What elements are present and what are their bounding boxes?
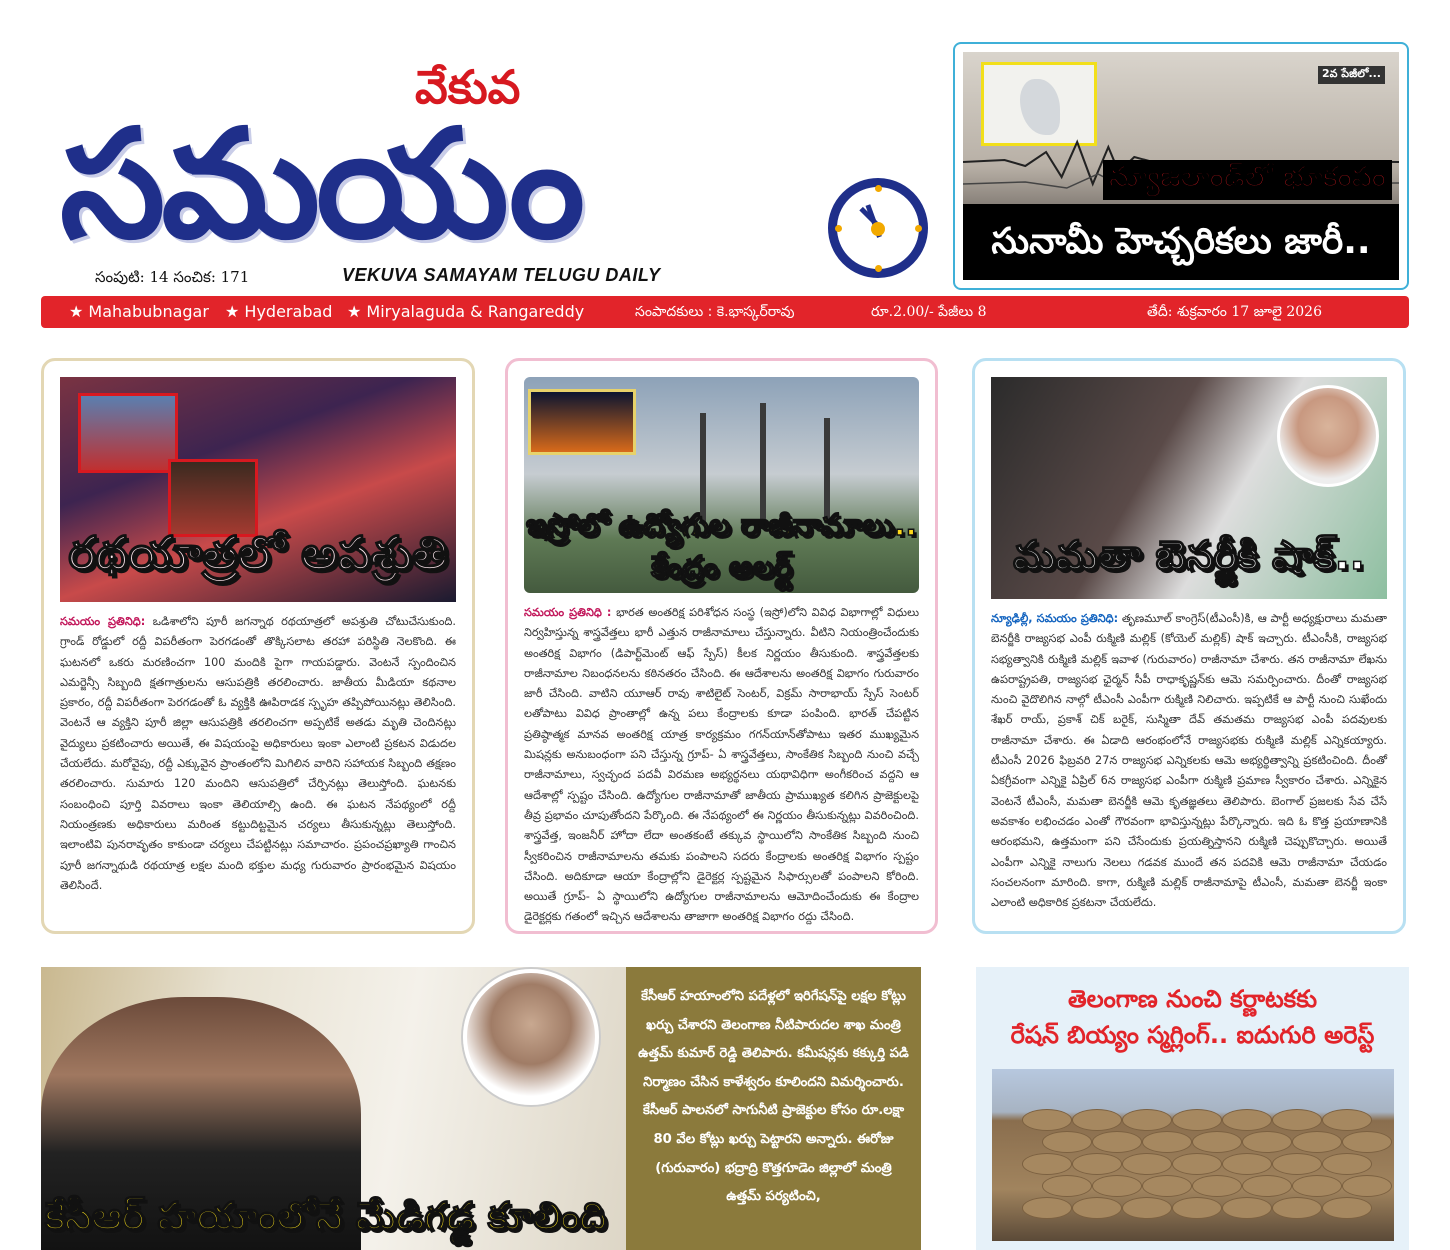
rice-bag (1272, 1197, 1322, 1219)
story-body: న్యూఢిల్లీ, సమయం ప్రతినిధి: తృణమూల్ కాంగ్రెస్(టీఎంసీ)కి, ఆ పార్టీ అధ్యక్షురాలు మమతా బెనర్జీకి రాజ్యసభ ఎంపీ రుక్మిణి మల్లిక్ (కోయెల్ మల్లిక్) షాక్ ఇచ్చారు. టీఎంసీకి, రాజ్యసభ సభ్యత్వానికి రుక్మిణి మల్లిక్ ఇవాళ (గురువారం) రాజీనామా చేశారు. తన రాజీనామా లేఖను ఉపరాష్ట్రపతి, రాజ్యసభ ఛైర్మన్ సీపీ రాధాకృష్ణన్‌కు ఆమె సమర్పించారు. దీంతో రాజ్యసభ నుంచి వైదొలిగిన నాల్గో టీఎంసీ ఎంపీగా రుక్మిణి నిలిచారు. ఇప్పటికే ఆ పార్టీ నుంచి సుఖేందు శేఖర్ రాయ్, ప్రకాశ్ చిక్ బరైక్, సుస్మితా దేవ్ తమతమ రాజ్యసభ ఎంపీ పదవులకు రాజీనామా చేశారు. ఈ ఏడాది ఆరంభంలోనే రాజ్యసభకు రుక్మిణి మల్లిక్ ఎన్నికయ్యారు. టీఎంసీ 2026 ఫిబ్రవరి 27న రాజ్యసభ ఎన్నికలకు ఆమె అభ్యర్థిత్వాన్ని ప్రకటించింది. దీంతో ఏకగ్రీవంగా ఎన్నికై ఏప్రిల్ 6న రాజ్యసభ ఎంపీగా రుక్మిణి ప్రమాణ స్వీకారం చేశారు. ఎన్నికైన వెంటనే టీఎంసీ, మమతా బెనర్జీకి ఆమె కృతజ్ఞతలు తెలిపారు. బెంగాల్ ప్రజలకు సేవ చేసే అవకాశం లభించడం ఎంతో గౌరవంగా భావిస్తున్నట్లు పేర్కొన్నారు. ఇది ఓ కొత్త ప్రయాణానికి ఆరంభమని, ఉత్తమంగా పని చేసేందుకు ప్రయత్నిస్తానని రుక్మిణి చెప్పుకొచ్చారు. అయితే ఎంపీగా ఎన్నికై నాలుగు నెలలు గడవక ముందే తన పదవికి ఆమె రాజీనామా చేయడం సంచలనంగా మారింది. కాగా, రుక్మిణి మల్లిక్ రాజీనామాపై టీఎంసీ, మమతా బెనర్జీ ఇంకా ఎలాంటి అధికారిక ప్రకటనా చేయలేదు. (991, 612, 1387, 910)
rice-bag (1192, 1175, 1242, 1197)
story-image (992, 1069, 1394, 1241)
rice-bag (1222, 1153, 1272, 1175)
rice-bag (1092, 1175, 1142, 1197)
edition-hyderabad: ★ Hyderabad (225, 302, 333, 321)
story-headline: మమతా బెనర్జీకి షాక్.. (1013, 533, 1365, 579)
top-teaser[interactable] (953, 42, 1409, 290)
edition-band (41, 296, 1409, 328)
clock-icon (828, 178, 928, 278)
portrait-inset (463, 969, 599, 1105)
rice-bag (1322, 1197, 1372, 1219)
paper-title-english: VEKUVA SAMAYAM TELUGU DAILY (342, 265, 661, 285)
story-dateline: న్యూఢిల్లీ, సమయం ప్రతినిధి: (991, 612, 1119, 625)
rice-bag (1122, 1109, 1172, 1131)
rice-bag (1172, 1153, 1222, 1175)
teaser-headline-1: న్యూజిలాండ్‌లో భూకంపం (1103, 160, 1392, 200)
page-pointer: 2వ పేజీలో... (1318, 66, 1385, 84)
rice-bag (1242, 1175, 1292, 1197)
rice-bag (1242, 1131, 1292, 1153)
story-image (60, 377, 456, 602)
portrait-inset (1277, 385, 1379, 487)
rice-bag (1292, 1175, 1342, 1197)
story-body: సమయం ప్రతినిధి: ఒడిశాలోని పూరీ జగన్నాథ రథయాత్రలో అపశ్రుతి చోటుచేసుకుంది. గ్రాండ్ రోడ్డులో రద్దీ విపరీతంగా పెరగడంతో తొక్కిసలాట తరహా పరిస్థితి నెలకొంది. ఈ ఘటనలో ఒకరు మరణించగా 100 మందికి పైగా గాయపడ్డారు. వెంటనే స్పందించిన ఎమర్జెన్సీ సిబ్బంది క్షతగాత్రులను ఆసుపత్రికి తరలించారు. జాతీయ మీడియా కథనాల ప్రకారం, రద్దీ విపరీతంగా పెరగడంతో ఓ వ్యక్తికి ఊపిరాడక స్పృహ తప్పిపోయినట్లు తెలిసింది. వెంటనే ఆ వ్యక్తిని పూరీ జిల్లా ఆసుపత్రికి తరలించగా అప్పటికే అతడు మృతి చెందినట్లు వైద్యులు ప్రకటించారు అయితే, ఈ విషయంపై అధికారులు ఇంకా ఎలాంటి ప్రకటన విడుదల చేయలేదు. మరోవైపు, రద్దీ ఎక్కువైన ప్రాంతంలోని మిగిలిన వారిని సహాయక సిబ్బంది తక్షణం తరలించారు. సుమారు 120 మందిని ఆసుపత్రిలో చేర్పినట్లు తెలుస్తోంది. ఘటనకు సంబంధించి పూర్తి వివరాలు ఇంకా తెలియాల్సి ఉంది. ఈ ఘటన నేపథ్యంలో రద్దీ నియంత్రణకు అధికారులు మరింత కట్టుదిట్టమైన చర్యలు తీసుకున్నట్లు తెలుస్తోంది. ఇలాంటివి పునరావృతం కాకుండా చర్యలు చేపట్టినట్లు సమాచారం. ప్రపంచప్రఖ్యాతి గాంచిన పూరీ జగన్నాథుడి రథయాత్ర లక్షల మంది భక్తుల మధ్య గురువారం ప్రారంభమైన విషయం తెలిసిందే. (60, 615, 456, 892)
rice-bag (1072, 1197, 1122, 1219)
story-subheadline: కేంద్రం అలర్ట్ (651, 550, 792, 585)
rice-bag (1142, 1131, 1192, 1153)
price-pages: రూ.2.00/- పేజీలు 8 (871, 304, 987, 320)
rice-bag (1192, 1131, 1242, 1153)
rice-bag (1022, 1109, 1072, 1131)
feature-photo (41, 967, 626, 1250)
rice-bag (1322, 1109, 1372, 1131)
story-card-ration-rice[interactable] (976, 967, 1409, 1250)
rice-bag (1022, 1197, 1072, 1219)
rice-bag (1172, 1109, 1222, 1131)
story-body: సమయం ప్రతినిధి : భారత అంతరిక్ష పరిశోధన సంస్థ (ఇస్రో)లోని వివిధ విభాగాల్లో విధులు నిర్వహిస్తున్న శాస్త్రవేత్తలు భారీ ఎత్తున రాజీనామాలు చేస్తున్నారు. వీటిని నియంత్రించేందుకు అంతరిక్ష విభాగం (డిపార్ట్‌మెంట్ ఆఫ్ స్పేస్) కీలక నిర్ణయం తీసుకుంది. శాస్త్రవేత్తలకు రాజీనామాల నిబంధనలను కఠినతరం చేసింది. ఈ ఆదేశాలను అంతరిక్ష విభాగం గురువారం జారీ చేసింది. వాటిని యూఆర్ రావు శాటిలైట్ సెంటర్, విక్రమ్ సారాభాయ్ స్పేస్ సెంటర్ లతోపాటు వివిధ ప్రాంతాల్లో ఉన్న పలు కేంద్రాలకు కూడా పంపింది. భారత్ చేపట్టిన ప్రతిష్ఠాత్మక మానవ అంతరిక్ష యాత్ర కార్యక్రమం గగన్‌యాన్‌తోపాటు ఇతర ముఖ్యమైన మిషన్లకు అనుబంధంగా పని చేస్తున్న గ్రూప్- ఏ శాస్త్రవేత్తలు, సాంకేతిక సిబ్బంది నుంచి వచ్చే రాజీనామాలు, స్వచ్ఛంద పదవీ విరమణ అభ్యర్థనలు యథావిధిగా అంగీకరించ వద్దని ఆ ఆదేశాల్లో స్పష్టం చేసింది. ఉద్యోగుల రాజీనామాతో జాతీయ ప్రాముఖ్యత కలిగిన ప్రాజెక్టులపై తీవ్ర ప్రభావం చూపుతోందని పేర్కొంది. ఈ నేపథ్యంలో ఈ నిర్ణయం తీసుకున్నట్లు వివరించింది. శాస్త్రవేత్త, ఇంజనీర్ హోదా లేదా అంతకంటే తక్కువ స్థాయిలోని సాంకేతిక సిబ్బంది నుంచి స్వీకరించిన రాజీనామాలను తమకు పంపాలని సదరు కేంద్రాలకు అంతరిక్ష విభాగం స్పష్టం చేసింది. అదికూడా ఆయా కేంద్రాల్లోని డైరెక్టర్ల స్పష్టమైన సిఫార్సులతో పంపాలని కోరింది. అయితే గ్రూప్- ఏ స్థాయిలోని ఉద్యోగుల రాజీనామాలను ఆమోదించేందుకు ఈ కేంద్రాల డైరెక్టర్లకు గతంలో ఇచ్చిన ఆదేశాలను తాజాగా అంతరిక్ష విభాగం రద్దు చేసింది. (524, 606, 919, 924)
rice-bag (1272, 1153, 1322, 1175)
rice-bag (1322, 1153, 1372, 1175)
story-image (524, 377, 919, 593)
rice-bag (1072, 1153, 1122, 1175)
story-image (991, 377, 1387, 599)
story-card-rathayatra[interactable] (41, 358, 475, 934)
rice-bag (1122, 1197, 1172, 1219)
rice-bag (1222, 1109, 1272, 1131)
story-card-mamata[interactable] (972, 358, 1406, 934)
rice-bag (1342, 1131, 1392, 1153)
rice-bag (1142, 1175, 1192, 1197)
rice-bag (1092, 1131, 1142, 1153)
story-card-isro[interactable] (505, 358, 938, 934)
edition-mahabubnagar: ★ Mahabubnagar (69, 302, 209, 321)
masthead-logo: సమయం (60, 98, 581, 272)
story-dateline: సమయం ప్రతినిధి : (524, 606, 612, 619)
feature-story-medigadda[interactable] (41, 967, 921, 1250)
story-headline: రథయాత్రలో అపశ్రుతి (68, 526, 448, 580)
rice-bag (1072, 1109, 1122, 1131)
rice-bag (1122, 1153, 1172, 1175)
story-headline: ఇస్రోలో ఉద్యోగుల రాజీనామాలు.. (526, 508, 917, 543)
masthead-kicker: వేకువ (415, 60, 521, 114)
editor-name: సంపాదకులు : కె.భాస్కర్‌రావు (635, 304, 795, 320)
rice-bag (1292, 1131, 1342, 1153)
story-headline: తెలంగాణ నుంచి కర్ణాటకకు రేషన్ బియ్యం స్మగ్లింగ్.. ఐదుగురి అరెస్ట్ (1010, 985, 1375, 1049)
rice-bag (1042, 1131, 1092, 1153)
rice-bag (1272, 1109, 1322, 1131)
rice-bag (1222, 1197, 1272, 1219)
rice-bag (1042, 1175, 1092, 1197)
story-dateline: సమయం ప్రతినిధి: (60, 615, 146, 628)
rice-bag (1172, 1197, 1222, 1219)
rice-bag (1022, 1153, 1072, 1175)
edition-miryalaguda: ★ Miryalaguda & Rangareddy (347, 302, 585, 321)
issue-date: తేదీ: శుక్రవారం 17 జూలై 2026 (1147, 304, 1322, 320)
teaser-headline-2: సునామీ హెచ్చరికలు జారీ.. (963, 204, 1399, 280)
feature-headline: కేసీఆర్ హయాంలోనే మేడిగడ్డ కూలింది (45, 1194, 607, 1238)
feature-text: కేసీఆర్ హయాంలోని పదేళ్లలో ఇరిగేషన్‌పై లక్షల కోట్లు ఖర్చు చేశారని తెలంగాణ నీటిపారుదల శాఖ మంత్రి ఉత్తమ్ కుమార్ రెడ్డి తెలిపారు. కమీషన్లకు కక్కుర్తి పడి నిర్మాణం చేసిన కాళేశ్వరం కూలిందని విమర్శించారు. కేసీఆర్ పాలనలో సాగునీటి ప్రాజెక్టుల కోసం రూ.లక్షా 80 వేల కోట్లు ఖర్చు పెట్టారని అన్నారు. ఈరోజు (గురువారం) భద్రాద్రి కొత్తగూడెం జిల్లాలో మంత్రి ఉత్తమ్ పర్యటించి, (626, 967, 921, 1250)
issue-number: సంపుటి: 14 సంచిక: 171 (95, 268, 250, 286)
masthead (60, 60, 940, 272)
rice-bag (1342, 1175, 1392, 1197)
